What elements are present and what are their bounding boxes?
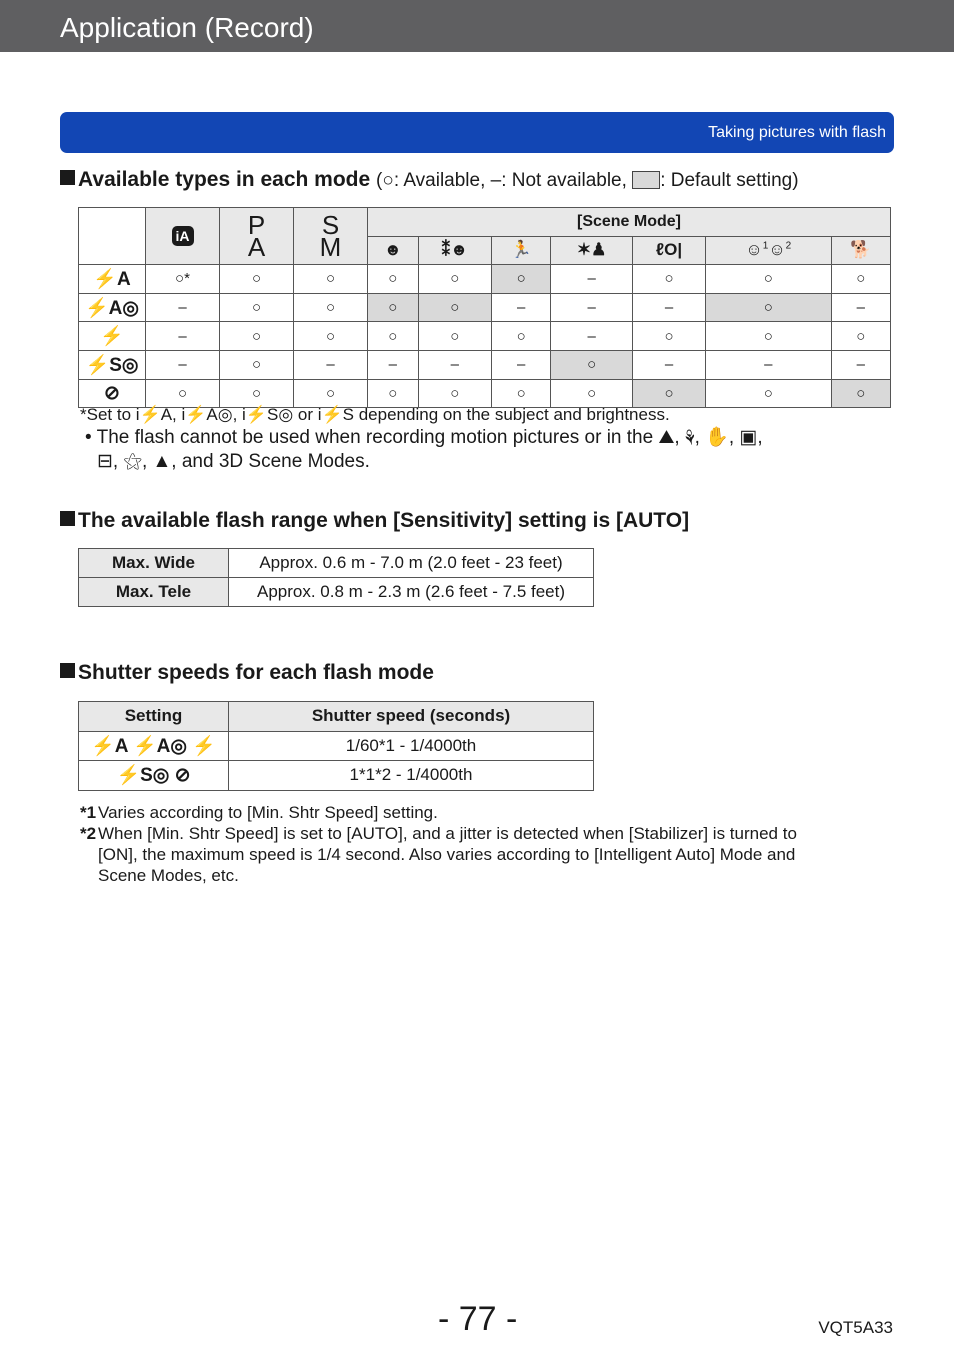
- availability-cell: ○: [368, 265, 419, 294]
- flash-mode-table: [78, 207, 891, 408]
- availability-cell: –: [706, 350, 831, 379]
- shutter-speed-value: 1*1*2 - 1/4000th: [229, 761, 594, 791]
- section-bar: [60, 112, 894, 153]
- availability-cell: –: [146, 293, 220, 322]
- intelligent-auto-icon: iA: [172, 226, 194, 246]
- slow-sync-red-eye-icon: ⚡S◎: [79, 350, 146, 379]
- speed-column-header: Shutter speed (seconds): [229, 702, 594, 732]
- flash-mode-row: [79, 293, 891, 322]
- document-code: VQT5A33: [818, 1318, 893, 1337]
- square-bullet-icon: [60, 511, 75, 526]
- availability-cell: –: [146, 350, 220, 379]
- setting-column-header: Setting: [79, 702, 229, 732]
- flash-range-heading: The available flash range when [Sensitivity] setting is [AUTO]: [60, 509, 689, 533]
- page-title: Application (Record): [60, 12, 314, 43]
- scene-mode-header: [Scene Mode]: [368, 208, 891, 237]
- flash-mode-row: [79, 322, 891, 351]
- flash-range-table: [78, 548, 594, 607]
- table-row: [79, 731, 594, 761]
- availability-cell: ○: [294, 265, 368, 294]
- availability-cell: ○: [551, 350, 633, 379]
- max-tele-value: Approx. 0.8 m - 2.3 m (2.6 feet - 7.5 feet): [229, 578, 594, 607]
- availability-cell: ○: [220, 293, 294, 322]
- page-number: - 77 -: [438, 1300, 518, 1338]
- max-wide-label: Max. Wide: [79, 549, 229, 578]
- food-icon: ℓO|: [632, 236, 705, 265]
- availability-cell: ○: [491, 379, 550, 408]
- flash-mode-row: [79, 350, 891, 379]
- shutter-speed-heading: Shutter speeds for each flash mode: [60, 661, 434, 685]
- sm-mode-header: S M: [294, 208, 368, 265]
- flash-restriction-note: • The flash cannot be used when recording motion pictures or in the ⛰, ⚘, ✋, ▣, ⊟, ⚝, ▲, and 3D Scene Modes.: [85, 427, 763, 472]
- availability-cell: ○: [831, 265, 890, 294]
- availability-cell: –: [831, 293, 890, 322]
- flash-mode-row: [79, 379, 891, 408]
- pet-icon: 🐕: [831, 236, 890, 265]
- square-bullet-icon: [60, 663, 75, 678]
- footnote-1: *1 Varies according to [Min. Shtr Speed] setting.: [80, 803, 438, 822]
- night-portrait-icon: ⁑☻: [418, 236, 491, 265]
- availability-cell: ○: [294, 293, 368, 322]
- availability-cell: ○: [220, 322, 294, 351]
- availability-cell: ○: [418, 322, 491, 351]
- legend-note: (○: Available, –: Not available, : Default setting): [376, 170, 799, 191]
- availability-cell: ○: [706, 322, 831, 351]
- availability-cell: ○: [831, 379, 890, 408]
- portrait-icon: ☻: [368, 236, 419, 265]
- shutter-speed-table: [78, 701, 594, 791]
- availability-cell: ○: [294, 379, 368, 408]
- availability-cell: –: [632, 350, 705, 379]
- availability-cell: ○: [368, 293, 419, 322]
- forced-flash-on-icon: ⚡: [79, 322, 146, 351]
- flash-setting-icons: ⚡A ⚡A◎ ⚡: [79, 731, 229, 761]
- flash-mode-row: [79, 265, 891, 294]
- corner-cell: [79, 208, 146, 265]
- auto-red-eye-icon: ⚡A◎: [79, 293, 146, 322]
- availability-cell: –: [551, 293, 633, 322]
- availability-cell: ○: [368, 379, 419, 408]
- pa-mode-header: P A: [220, 208, 294, 265]
- availability-cell: ○: [706, 265, 831, 294]
- shutter-footnotes: *1 Varies according to [Min. Shtr Speed] setting. *2 When [Min. Shtr Speed] is set to [AUTO], and a jitter is detected when [Stabilizer] is turned to [ON], the maximum speed is 1/4 second. Also varies according to [Intelligent Auto] Mode and Scene Modes, etc.: [80, 802, 880, 886]
- page-header: [0, 0, 954, 52]
- availability-cell: ○: [632, 265, 705, 294]
- flash-setting-icons: ⚡S◎ ⊘: [79, 761, 229, 791]
- availability-cell: –: [491, 350, 550, 379]
- availability-cell: –: [368, 350, 419, 379]
- party-icon: ✶♟: [551, 236, 633, 265]
- table-row: [79, 578, 594, 607]
- shutter-speed-value: 1/60*1 - 1/4000th: [229, 731, 594, 761]
- availability-cell: ○: [632, 379, 705, 408]
- availability-cell: ○: [146, 379, 220, 408]
- table-row: [79, 549, 594, 578]
- availability-cell: ○: [491, 322, 550, 351]
- auto-flash-icon: ⚡A: [79, 265, 146, 294]
- default-swatch: [632, 171, 660, 189]
- forced-flash-off-icon: ⊘: [79, 379, 146, 408]
- availability-cell: ○: [706, 293, 831, 322]
- availability-cell: ○: [220, 265, 294, 294]
- availability-cell: –: [294, 350, 368, 379]
- availability-cell: –: [146, 322, 220, 351]
- baby-icon: ☺$^1$☺$^2$: [706, 236, 831, 265]
- availability-cell: ○: [831, 322, 890, 351]
- availability-cell: ○: [368, 322, 419, 351]
- square-bullet-icon: [60, 170, 75, 185]
- table-header-row: [79, 702, 594, 732]
- availability-cell: ○: [220, 350, 294, 379]
- table-row: [79, 761, 594, 791]
- available-types-heading: Available types in each mode (○: Available, –: Not available, : Default setting): [60, 168, 799, 192]
- availability-cell: ○*: [146, 265, 220, 294]
- availability-cell: ○: [220, 379, 294, 408]
- section-label: Taking pictures with flash: [708, 124, 886, 141]
- ia-mode-header: [146, 208, 220, 265]
- availability-cell: –: [491, 293, 550, 322]
- availability-cell: –: [831, 350, 890, 379]
- availability-cell: ○: [632, 322, 705, 351]
- availability-cell: –: [632, 293, 705, 322]
- availability-cell: ○: [491, 265, 550, 294]
- availability-cell: ○: [551, 379, 633, 408]
- availability-cell: ○: [418, 379, 491, 408]
- availability-cell: –: [418, 350, 491, 379]
- availability-cell: –: [551, 265, 633, 294]
- availability-cell: –: [551, 322, 633, 351]
- availability-cell: ○: [706, 379, 831, 408]
- max-wide-value: Approx. 0.6 m - 7.0 m (2.0 feet - 23 feet): [229, 549, 594, 578]
- sports-icon: 🏃: [491, 236, 550, 265]
- max-tele-label: Max. Tele: [79, 578, 229, 607]
- availability-cell: ○: [418, 293, 491, 322]
- availability-cell: ○: [294, 322, 368, 351]
- availability-cell: ○: [418, 265, 491, 294]
- asterisk-footnote: *Set to i⚡A, i⚡A◎, i⚡S◎ or i⚡S depending on the subject and brightness.: [80, 405, 670, 424]
- footnote-2: *2 When [Min. Shtr Speed] is set to [AUTO], and a jitter is detected when [Stabilizer] is turned to: [80, 824, 797, 843]
